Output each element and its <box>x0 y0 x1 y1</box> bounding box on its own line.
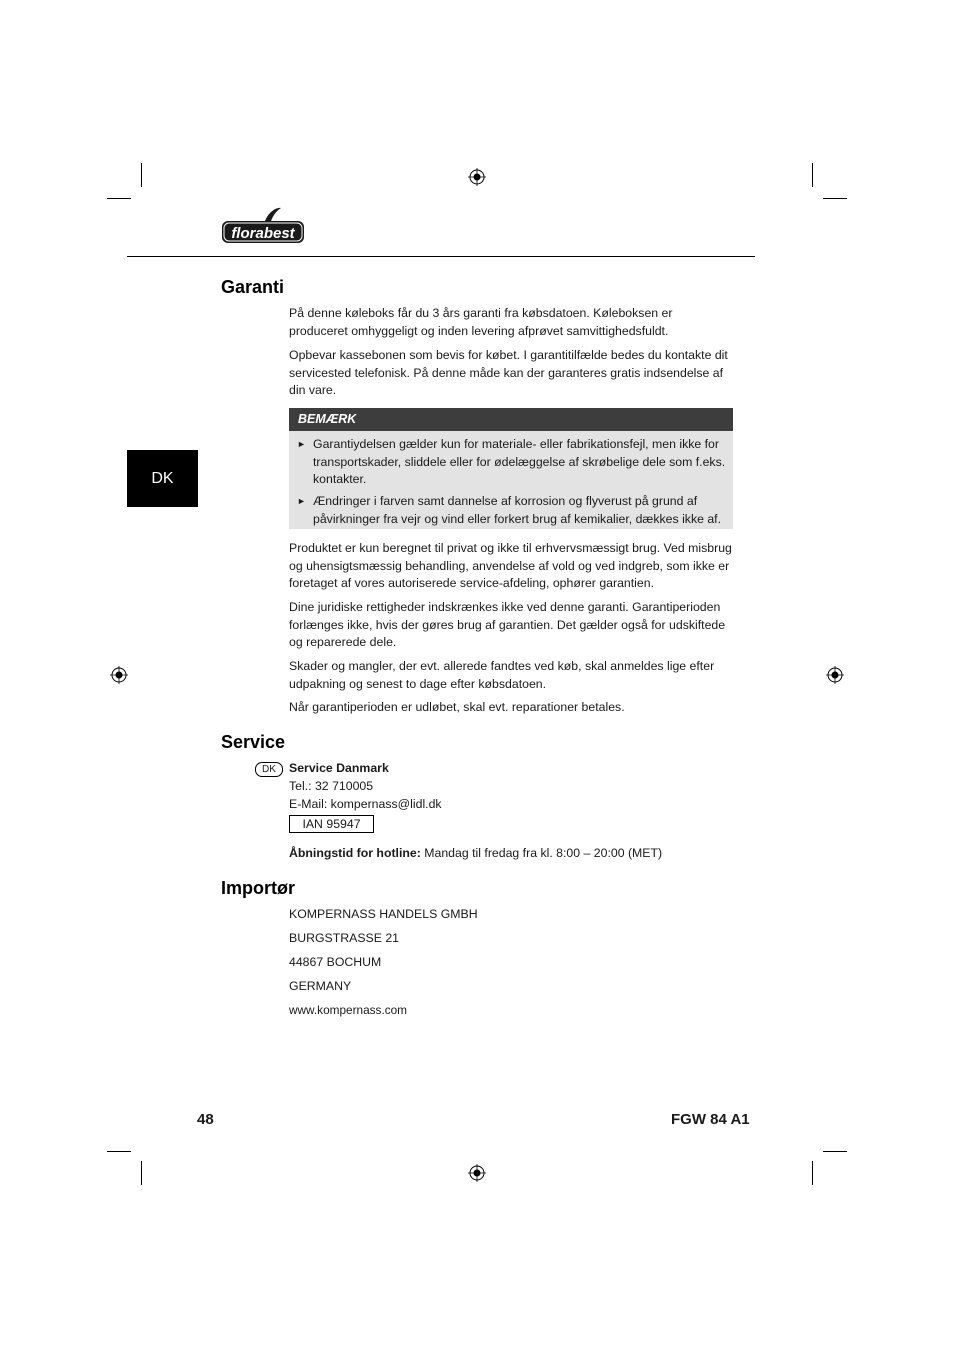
importer-heading: Importør <box>221 878 295 898</box>
garanti-heading: Garanti <box>221 277 285 297</box>
garanti-paragraph: Skader og mangler, der evt. allerede fandtes ved køb, skal anmeldes lige efter udpakning og senest to dage efter købsdatoen. <box>289 659 715 691</box>
bullet-arrow-icon: ► <box>297 439 306 449</box>
note-item: Ændringer i farven samt dannelse af korrosion og flyverust på grund af påvirkninger fra vejr og vind eller forkert brug af kemikalier, dækkes ikke af. <box>313 494 722 526</box>
service-phone: Tel.: 32 710005 <box>289 779 374 793</box>
registration-mark-icon <box>468 1164 486 1182</box>
registration-mark-icon <box>468 168 486 186</box>
crop-mark <box>107 198 131 199</box>
bullet-arrow-icon: ► <box>297 496 306 506</box>
language-tab <box>127 450 198 507</box>
language-tab-label: DK <box>151 469 174 487</box>
note-item: Garantiydelsen gælder kun for materiale- eller fabrikationsfejl, men ikke for transportskader, sliddele eller for ødelæggelse af skrøbelige dele som f.eks. kontakter. <box>313 437 726 486</box>
registration-mark-icon <box>826 666 844 684</box>
importer-website: www.kompernass.com <box>289 1003 408 1017</box>
logo-text: florabest <box>231 225 295 242</box>
garanti-paragraph: På denne køleboks får du 3 års garanti fra købsdatoen. Køleboksen er produceret omhyggeligt og inden levering afprøvet samvittighedsfuldt. <box>289 306 673 338</box>
crop-mark <box>107 1151 131 1152</box>
page-number: 48 <box>197 1111 214 1128</box>
service-email: E-Mail: kompernass@lidl.dk <box>289 797 442 811</box>
garanti-paragraph: Når garantiperioden er udløbet, skal evt. reparationer betales. <box>289 700 625 714</box>
crop-mark <box>823 198 847 199</box>
crop-mark <box>141 163 142 187</box>
note-box <box>289 431 733 529</box>
garanti-paragraph: Dine juridiske rettigheder indskrænkes ikke ved denne garanti. Garantiperioden forlænges ikke, hvis der gøres brug af garantien. Det gælder også for udskiftede og reparerede dele. <box>289 600 726 649</box>
country-badge: DK <box>255 762 283 777</box>
crop-mark <box>812 163 813 187</box>
hotline-hours-value: Mandag til fredag fra kl. 8:00 – 20:00 (MET) <box>420 846 663 860</box>
ian-box: IAN 95947 <box>289 815 374 833</box>
importer-line: 44867 BOCHUM <box>289 955 382 969</box>
note-title: BEMÆRK <box>289 408 733 431</box>
garanti-paragraph: Opbevar kassebonen som bevis for købet. I garantitilfælde bedes du kontakte dit servicested telefonisk. På denne måde kan der garanteres gratis indsendelse af din vare. <box>289 348 728 397</box>
florabest-logo <box>221 207 305 245</box>
garanti-paragraph: Produktet er kun beregnet til privat og ikke til erhvervsmæssigt brug. Ved misbrug og uhensigtsmæssig behandling, anvendelse af vold og ved indgreb, som ikke er foretaget af vores autoriserede service-afdeling, ophører garantien. <box>289 541 732 590</box>
hotline-hours-label: Åbningstid for hotline: <box>289 846 421 860</box>
service-heading: Service <box>221 732 286 752</box>
crop-mark <box>141 1161 142 1185</box>
importer-line: GERMANY <box>289 979 352 993</box>
header-rule <box>127 256 755 257</box>
model-number: FGW 84 A1 <box>671 1111 750 1128</box>
crop-mark <box>812 1161 813 1185</box>
service-name: Service Danmark <box>289 761 389 775</box>
crop-mark <box>823 1151 847 1152</box>
registration-mark-icon <box>110 666 128 684</box>
importer-line: KOMPERNASS HANDELS GMBH <box>289 907 478 921</box>
importer-line: BURGSTRASSE 21 <box>289 931 400 945</box>
hotline-hours <box>289 845 662 862</box>
